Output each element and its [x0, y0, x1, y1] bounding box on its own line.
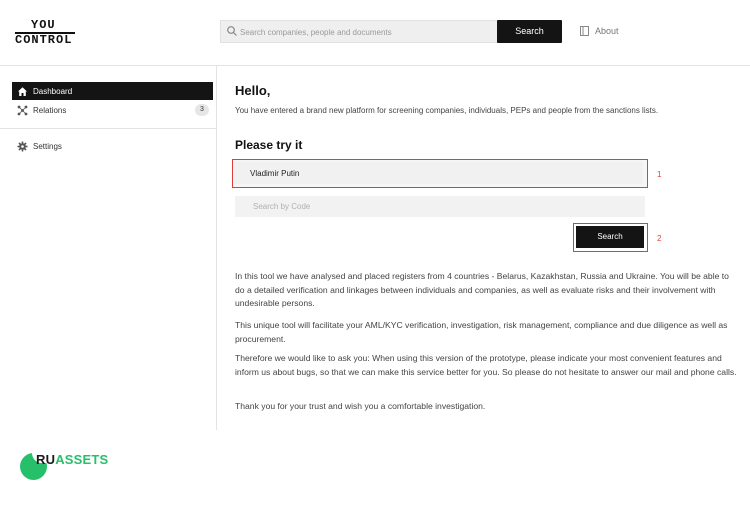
- ruassets-assets-text: ASSETS: [55, 452, 109, 467]
- info-paragraph: Therefore we would like to ask you: When using this version of the prototype, please indicate your most convenient features and inform us about bugs, so that we can make this service better for you. So please do not hesitate to answer our mail and phone calls.: [235, 353, 737, 377]
- sidebar-item-label: Dashboard: [33, 86, 73, 96]
- info-paragraph: This unique tool will facilitate your AML/KYC verification, investigation, risk management, compliance and due diligence as well as procurement.: [235, 320, 728, 344]
- header-search-button[interactable]: Search: [497, 20, 562, 43]
- header-search-input[interactable]: [238, 22, 493, 42]
- book-icon: [580, 26, 589, 36]
- annotation-marker-2: 2: [657, 234, 662, 243]
- sidebar-divider: [0, 128, 217, 129]
- sidebar-item-label: Settings: [33, 141, 62, 151]
- ruassets-logo-text: [36, 452, 108, 467]
- search-icon: [226, 25, 238, 37]
- gear-icon: [17, 141, 28, 152]
- annotation-marker-1: 1: [657, 170, 662, 179]
- info-paragraph: Thank you for your trust and wish you a comfortable investigation.: [235, 401, 486, 411]
- greeting-heading: Hello,: [235, 83, 271, 98]
- relations-icon: [17, 105, 28, 116]
- relations-count-badge: 3: [195, 104, 209, 116]
- sidebar-item-settings[interactable]: [12, 137, 213, 155]
- header-search-bar: [220, 20, 498, 43]
- intro-text: You have entered a brand new platform for screening companies, individuals, PEPs and people from the sanctions lists.: [235, 106, 659, 115]
- name-field-highlight: [232, 159, 648, 188]
- logo-line-1: YOU: [31, 18, 56, 32]
- logo-line-2: CONTROL: [15, 32, 75, 46]
- try-heading: Please try it: [235, 138, 303, 152]
- home-icon: [17, 86, 28, 97]
- ruassets-logo: [20, 451, 120, 481]
- about-link[interactable]: [580, 26, 619, 36]
- youcontrol-logo[interactable]: [15, 20, 75, 46]
- sidebar-item-relations[interactable]: [12, 101, 213, 119]
- top-header: [0, 0, 750, 66]
- ruassets-ru-text: RU: [36, 452, 56, 467]
- sidebar: [0, 66, 217, 430]
- sidebar-item-label: Relations: [33, 105, 67, 115]
- sidebar-item-dashboard[interactable]: [12, 82, 213, 100]
- about-label: About: [595, 26, 619, 36]
- name-search-input[interactable]: [235, 162, 643, 184]
- info-paragraph: In this tool we have analysed and placed registers from 4 countries - Belarus, Kazakhstan, Russia and Ukraine. You will be able to do a detailed verification and linkages between individuals and companies, as well as evaluate risks and their involvement with undesirable persons.: [235, 271, 729, 308]
- code-search-input[interactable]: [235, 196, 645, 217]
- search-button-highlight: [573, 223, 648, 252]
- search-button[interactable]: Search: [576, 226, 644, 248]
